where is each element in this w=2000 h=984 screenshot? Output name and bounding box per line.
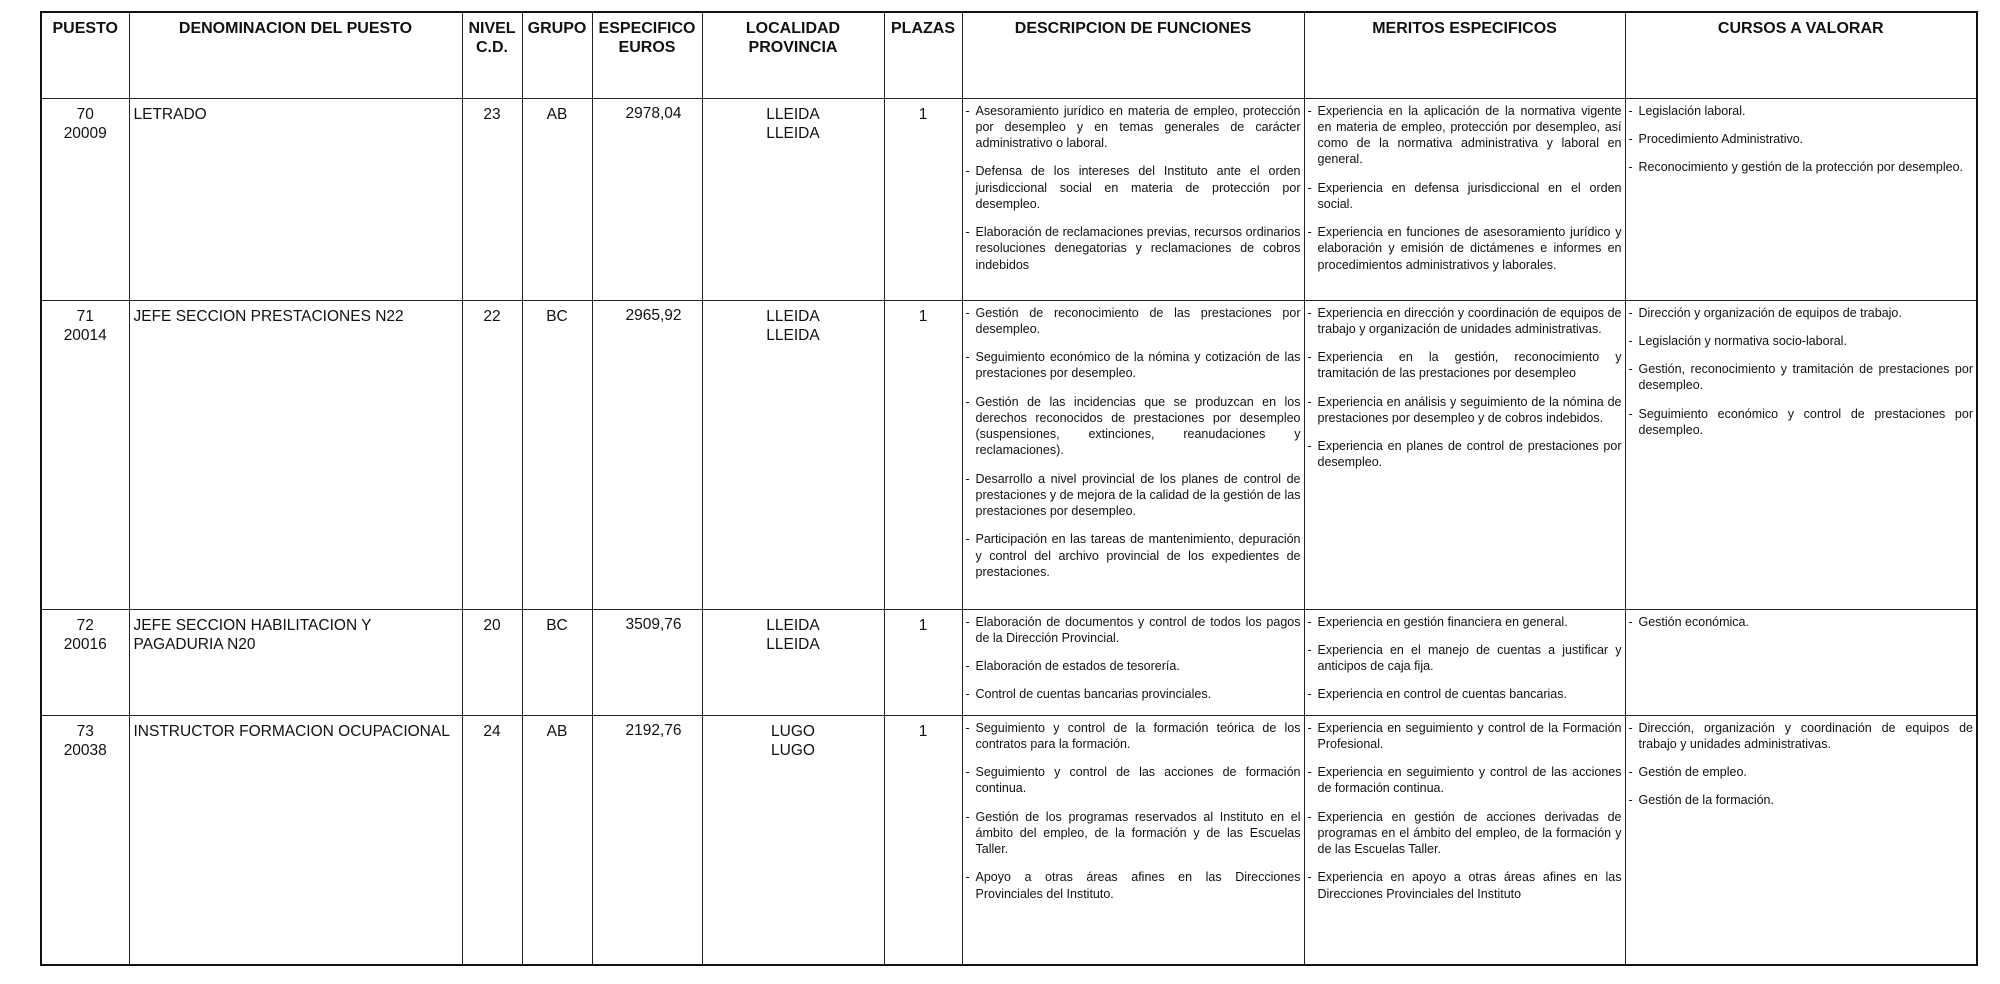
funcion-item: - Gestión de las incidencias que se produzcan en los derechos reconocidos de prestaciones por desempleo (suspensiones, extinciones, reanudaciones y reclamaciones). (966, 394, 1301, 459)
merito-item: - Experiencia en análisis y seguimiento de la nómina de prestaciones por desempleo y de cobros indebidos. (1308, 394, 1622, 427)
especifico-cell: 3509,76 (592, 609, 702, 715)
curso-item: - Seguimiento económico y control de prestaciones por desempleo. (1629, 406, 1974, 439)
especifico-cell: 2192,76 (592, 715, 702, 965)
merito-item: - Experiencia en la aplicación de la normativa vigente en materia de empleo, protección por desempleo, así como de la normativa administrativa y laboral en general. (1308, 103, 1622, 168)
funcion-item: - Seguimiento y control de la formación teórica de los contratos para la formación. (966, 720, 1301, 753)
header-cursos: CURSOS A VALORAR (1625, 12, 1977, 98)
nivel-cell: 24 (462, 715, 522, 965)
meritos-cell (1304, 98, 1625, 300)
curso-item: - Dirección y organización de equipos de trabajo. (1629, 305, 1974, 321)
cursos-cell (1625, 715, 1977, 965)
denominacion-cell: INSTRUCTOR FORMACION OCUPACIONAL (129, 715, 462, 965)
nivel-cell: 22 (462, 300, 522, 609)
funcion-item: - Desarrollo a nivel provincial de los planes de control de prestaciones y de mejora de la calidad de la gestión de las prestaciones por desempleo. (966, 471, 1301, 520)
nivel-cell: 23 (462, 98, 522, 300)
header-nivel: NIVEL C.D. (462, 12, 522, 98)
merito-item: - Experiencia en la gestión, reconocimiento y tramitación de las prestaciones por desempleo (1308, 349, 1622, 382)
localidad-cell: LUGO LUGO (702, 715, 884, 965)
header-denominacion: DENOMINACION DEL PUESTO (129, 12, 462, 98)
plazas-cell: 1 (884, 300, 962, 609)
merito-item: - Experiencia en control de cuentas bancarias. (1308, 686, 1622, 702)
header-plazas: PLAZAS (884, 12, 962, 98)
funciones-cell (962, 715, 1304, 965)
plazas-cell: 1 (884, 609, 962, 715)
funcion-item: - Seguimiento económico de la nómina y cotización de las prestaciones por desempleo. (966, 349, 1301, 382)
table-row (41, 609, 1977, 715)
job-positions-table (40, 11, 1978, 966)
plazas-cell: 1 (884, 98, 962, 300)
header-puesto: PUESTO (41, 12, 129, 98)
meritos-cell (1304, 300, 1625, 609)
funciones-cell (962, 609, 1304, 715)
funcion-item: - Defensa de los intereses del Instituto ante el orden jurisdiccional social en materia de protección por desempleo. (966, 163, 1301, 212)
meritos-cell (1304, 609, 1625, 715)
funcion-item: - Elaboración de estados de tesorería. (966, 658, 1301, 674)
funciones-cell (962, 98, 1304, 300)
merito-item: - Experiencia en apoyo a otras áreas afines en las Direcciones Provinciales del Instituto (1308, 869, 1622, 902)
localidad-cell: LLEIDA LLEIDA (702, 609, 884, 715)
meritos-cell (1304, 715, 1625, 965)
puesto-cell: 70 20009 (41, 98, 129, 300)
curso-item: - Gestión de empleo. (1629, 764, 1974, 780)
curso-item: - Gestión de la formación. (1629, 792, 1974, 808)
cursos-cell (1625, 98, 1977, 300)
curso-item: - Reconocimiento y gestión de la protección por desempleo. (1629, 159, 1974, 175)
merito-item: - Experiencia en planes de control de prestaciones por desempleo. (1308, 438, 1622, 471)
table-header-row (41, 12, 1977, 98)
merito-item: - Experiencia en defensa jurisdiccional en el orden social. (1308, 180, 1622, 213)
curso-item: - Legislación laboral. (1629, 103, 1974, 119)
merito-item: - Experiencia en el manejo de cuentas a justificar y anticipos de caja fija. (1308, 642, 1622, 675)
funcion-item: - Apoyo a otras áreas afines en las Direcciones Provinciales del Instituto. (966, 869, 1301, 902)
cursos-cell (1625, 300, 1977, 609)
header-grupo: GRUPO (522, 12, 592, 98)
curso-item: - Procedimiento Administrativo. (1629, 131, 1974, 147)
funcion-item: - Seguimiento y control de las acciones de formación continua. (966, 764, 1301, 797)
funcion-item: - Gestión de reconocimiento de las prestaciones por desempleo. (966, 305, 1301, 338)
grupo-cell: AB (522, 715, 592, 965)
curso-item: - Gestión económica. (1629, 614, 1974, 630)
funcion-item: - Elaboración de reclamaciones previas, recursos ordinarios resoluciones denegatorias y reclamaciones de cobros indebidos (966, 224, 1301, 273)
grupo-cell: BC (522, 609, 592, 715)
denominacion-cell: JEFE SECCION PRESTACIONES N22 (129, 300, 462, 609)
header-especifico: ESPECIFICO EUROS (592, 12, 702, 98)
grupo-cell: BC (522, 300, 592, 609)
header-localidad: LOCALIDAD PROVINCIA (702, 12, 884, 98)
header-funciones: DESCRIPCION DE FUNCIONES (962, 12, 1304, 98)
especifico-cell: 2978,04 (592, 98, 702, 300)
table-row (41, 98, 1977, 300)
denominacion-cell: JEFE SECCION HABILITACION Y PAGADURIA N20 (129, 609, 462, 715)
curso-item: - Gestión, reconocimiento y tramitación de prestaciones por desempleo. (1629, 361, 1974, 394)
funcion-item: - Gestión de los programas reservados al Instituto en el ámbito del empleo, de la formación y de las Escuelas Taller. (966, 809, 1301, 858)
table-row (41, 300, 1977, 609)
puesto-cell: 72 20016 (41, 609, 129, 715)
denominacion-cell: LETRADO (129, 98, 462, 300)
table-row (41, 715, 1977, 965)
localidad-cell: LLEIDA LLEIDA (702, 300, 884, 609)
curso-item: - Legislación y normativa socio-laboral. (1629, 333, 1974, 349)
merito-item: - Experiencia en dirección y coordinación de equipos de trabajo y organización de unidades administrativas. (1308, 305, 1622, 338)
localidad-cell: LLEIDA LLEIDA (702, 98, 884, 300)
grupo-cell: AB (522, 98, 592, 300)
merito-item: - Experiencia en funciones de asesoramiento jurídico y elaboración y emisión de dictámenes e informes en procedimientos administrativos y laborales. (1308, 224, 1622, 273)
cursos-cell (1625, 609, 1977, 715)
curso-item: - Dirección, organización y coordinación de equipos de trabajo y unidades administrativas. (1629, 720, 1974, 753)
especifico-cell: 2965,92 (592, 300, 702, 609)
funcion-item: - Asesoramiento jurídico en materia de empleo, protección por desempleo y en temas generales de carácter administrativo o laboral. (966, 103, 1301, 152)
merito-item: - Experiencia en seguimiento y control de las acciones de formación continua. (1308, 764, 1622, 797)
merito-item: - Experiencia en gestión financiera en general. (1308, 614, 1622, 630)
plazas-cell: 1 (884, 715, 962, 965)
funcion-item: - Participación en las tareas de mantenimiento, depuración y control del archivo provincial de los expedientes de prestaciones. (966, 531, 1301, 580)
puesto-cell: 73 20038 (41, 715, 129, 965)
merito-item: - Experiencia en gestión de acciones derivadas de programas en el ámbito del empleo, de la formación y de las Escuelas Taller. (1308, 809, 1622, 858)
funciones-cell (962, 300, 1304, 609)
funcion-item: - Elaboración de documentos y control de todos los pagos de la Dirección Provincial. (966, 614, 1301, 647)
nivel-cell: 20 (462, 609, 522, 715)
merito-item: - Experiencia en seguimiento y control de la Formación Profesional. (1308, 720, 1622, 753)
header-meritos: MERITOS ESPECIFICOS (1304, 12, 1625, 98)
funcion-item: - Control de cuentas bancarias provinciales. (966, 686, 1301, 702)
puesto-cell: 71 20014 (41, 300, 129, 609)
